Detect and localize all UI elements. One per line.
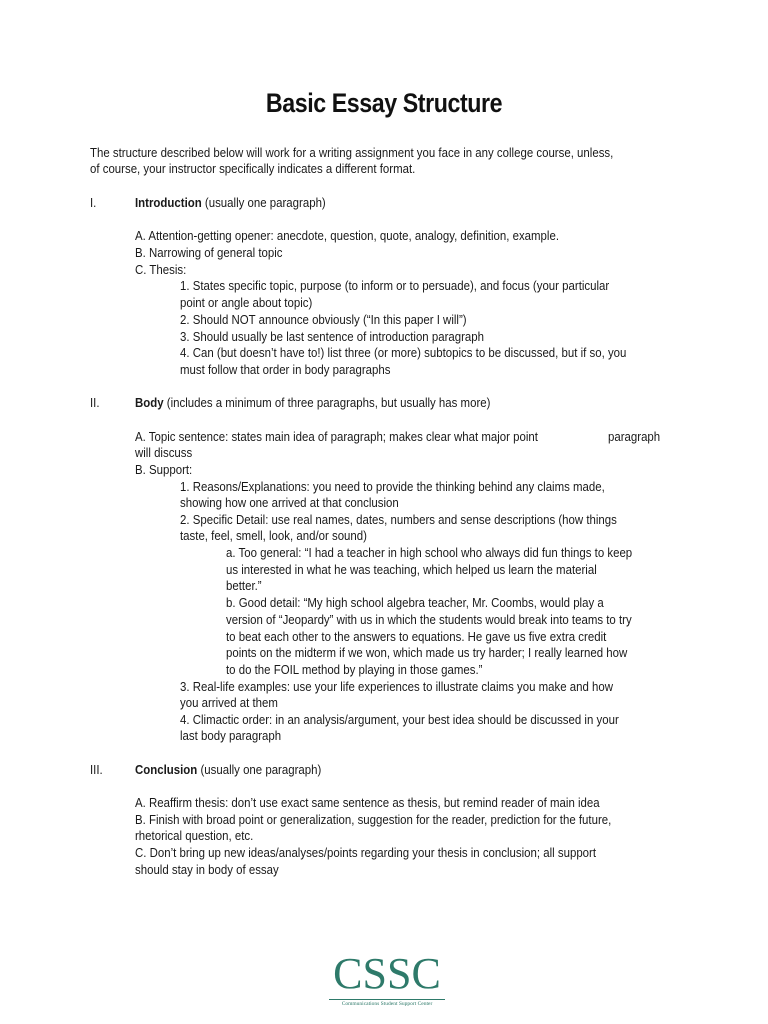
document-title: Basic Essay Structure <box>265 88 503 118</box>
section-2-example-b3: to beat each other to the answers to equations. He gave us five extra credit <box>226 629 607 644</box>
section-2-support-2a: 2. Specific Detail: use real names, dates, numbers and sense descriptions (how things <box>180 512 617 527</box>
section-3-item-c-cont: should stay in body of essay <box>135 862 279 877</box>
section-1-numeral: I. <box>90 195 97 210</box>
section-1-heading: Introduction <box>135 195 202 210</box>
intro-line-2: of course, your instructor specifically indicates a different format. <box>90 161 416 176</box>
cssc-logo <box>327 950 447 1010</box>
section-2-note: (includes a minimum of three paragraphs, but usually has more) <box>163 395 491 410</box>
section-2-example-b2: version of “Jeopardy” with us in which the students would break into teams to try <box>226 612 632 627</box>
section-3-item-b-cont: rhetorical question, etc. <box>135 828 254 843</box>
section-3-heading: Conclusion <box>135 762 198 777</box>
section-1-thesis-1b: point or angle about topic) <box>180 295 313 310</box>
section-3-item-c: C. Don’t bring up new ideas/analyses/points regarding your thesis in conclusion; all support <box>135 845 597 860</box>
section-3-heading-line <box>135 762 321 778</box>
section-2-example-b1: b. Good detail: “My high school algebra teacher, Mr. Coombs, would play a <box>226 595 604 610</box>
section-2-example-a1: a. Too general: “I had a teacher in high school who always did fun things to keep <box>226 545 633 560</box>
section-1-thesis-1a: 1. States specific topic, purpose (to inform or to persuade), and focus (your particular <box>180 278 610 293</box>
section-2-example-b4: points on the midterm if we won, which made us try harder; I really learned how <box>226 645 628 660</box>
section-2-heading-line <box>135 395 490 411</box>
cssc-logo-text: CSSC <box>333 949 441 998</box>
section-3-numeral: III. <box>90 762 103 777</box>
section-2-item-a: A. Topic sentence: states main idea of paragraph; makes clear what major point <box>135 429 538 444</box>
section-3-item-a: A. Reaffirm thesis: don’t use exact same sentence as thesis, but remind reader of main idea <box>135 795 600 810</box>
cssc-logo-rule <box>329 999 445 1000</box>
section-2-item-a-cont: will discuss <box>135 445 193 460</box>
section-2-heading: Body <box>135 395 164 410</box>
section-1-item-a: A. Attention-getting opener: anecdote, question, quote, analogy, definition, example. <box>135 228 560 243</box>
section-2-item-a-tail: paragraph <box>608 429 661 444</box>
section-2-support-3a: 3. Real-life examples: use your life experiences to illustrate claims you make and how <box>180 679 614 694</box>
section-1-note: (usually one paragraph) <box>201 195 326 210</box>
section-1-item-b: B. Narrowing of general topic <box>135 245 283 260</box>
section-1-thesis-2: 2. Should NOT announce obviously (“In this paper I will”) <box>180 312 467 327</box>
section-2-numeral: II. <box>90 395 100 410</box>
section-1-thesis-4a: 4. Can (but doesn’t have to!) list three (or more) subtopics to be discussed, but if so, you <box>180 345 627 360</box>
section-3-item-b: B. Finish with broad point or generalization, suggestion for the reader, prediction for the future, <box>135 812 612 827</box>
section-1-thesis-3: 3. Should usually be last sentence of introduction paragraph <box>180 329 484 344</box>
section-1-item-c: C. Thesis: <box>135 262 187 277</box>
section-2-item-b: B. Support: <box>135 462 193 477</box>
section-2-example-a3: better.” <box>226 578 262 593</box>
section-2-support-4a: 4. Climactic order: in an analysis/argument, your best idea should be discussed in your <box>180 712 619 727</box>
section-2-example-b5: to do the FOIL method by playing in those games.” <box>226 662 483 677</box>
section-1-heading-line <box>135 195 326 211</box>
section-2-support-2b: taste, feel, smell, look, and/or sound) <box>180 528 367 543</box>
section-3-note: (usually one paragraph) <box>197 762 322 777</box>
section-2-example-a2: us interested in what he was teaching, which helped us learn the material <box>226 562 597 577</box>
section-2-support-3b: you arrived at them <box>180 695 278 710</box>
section-2-support-1a: 1. Reasons/Explanations: you need to provide the thinking behind any claims made, <box>180 479 605 494</box>
intro-line-1: The structure described below will work for a writing assignment you face in any college course, unless, <box>90 145 614 160</box>
section-2-support-1b: showing how one arrived at that conclusion <box>180 495 399 510</box>
section-2-support-4b: last body paragraph <box>180 728 282 743</box>
section-1-thesis-4b: must follow that order in body paragraphs <box>180 362 391 377</box>
cssc-logo-subtitle: Communications Student Support Center <box>341 1001 433 1007</box>
